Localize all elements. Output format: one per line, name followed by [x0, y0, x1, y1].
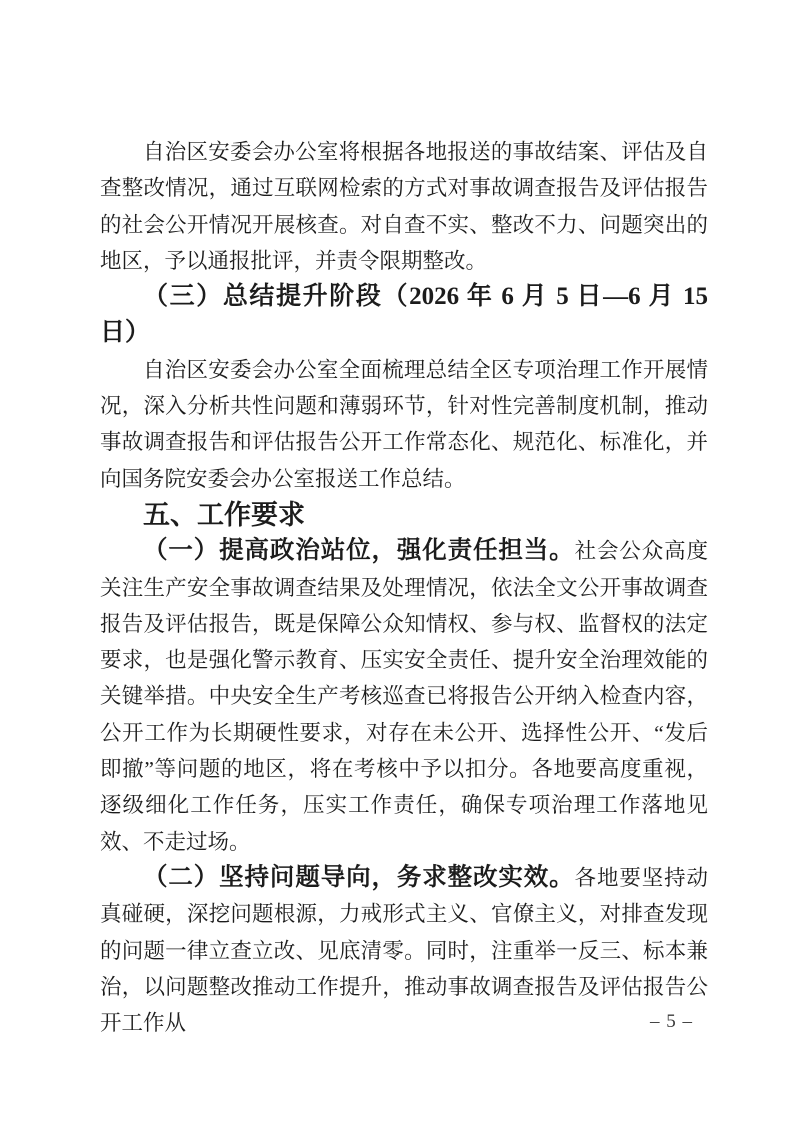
heading-section-5-work-requirements: 五、工作要求	[143, 499, 305, 530]
paragraph-stage-3	[100, 352, 708, 497]
paragraph-requirement-1	[100, 533, 708, 860]
requirement-2-lead: （二）坚持问题导向，务求整改实效。	[143, 863, 575, 891]
paragraph-requirement-2	[100, 860, 708, 1041]
document-body	[100, 134, 708, 1041]
paragraph-verification-text: 自治区安委会办公室将根据各地报送的事故结案、评估及自查整改情况，通过互联网检索的方式对事故调查报告及评估报告的社会公开情况开展核查。对自查不实、整改不力、问题突出的地区，予以通报批评，并责令限期整改。	[100, 140, 708, 273]
requirement-2-text: 各地要坚持动真碰硬，深挖问题根源，力戒形式主义、官僚主义，对排查发现的问题一律立查立改、见底清零。同时，注重举一反三、标本兼治，以问题整改推动工作提升，推动事故调查报告及评估报告公开工作从	[100, 865, 708, 1036]
page-number: – 5 –	[650, 1011, 693, 1032]
heading-stage-3-summary-phase: （三）总结提升阶段（2026 年 6 月 5 日—6 月 15 日）	[100, 283, 708, 347]
paragraph-verification	[100, 134, 708, 279]
paragraph-stage-3-text: 自治区安委会办公室全面梳理总结全区专项治理工作开展情况，深入分析共性问题和薄弱环节，针对性完善制度机制，推动事故调查报告和评估报告公开工作常态化、规范化、标准化，并向国务院安委会办公室报送工作总结。	[100, 357, 708, 491]
requirement-1-lead: （一）提高政治站位，强化责任担当。	[143, 537, 575, 565]
requirement-1-text: 社会公众高度关注生产安全事故调查结果及处理情况，依法全文公开事故调查报告及评估报告，既是保障公众知情权、参与权、监督权的法定要求，也是强化警示教育、压实安全责任、提升安全治理效能的关键举措。中央安全生产考核巡查已将报告公开纳入检查内容，公开工作为长期硬性要求，对存在未公开、选择性公开、“发后即撤”等问题的地区，将在考核中予以扣分。各地要高度重视，逐级细化工作任务，压实工作责任，确保专项治理工作落地见效、不走过场。	[100, 539, 708, 854]
